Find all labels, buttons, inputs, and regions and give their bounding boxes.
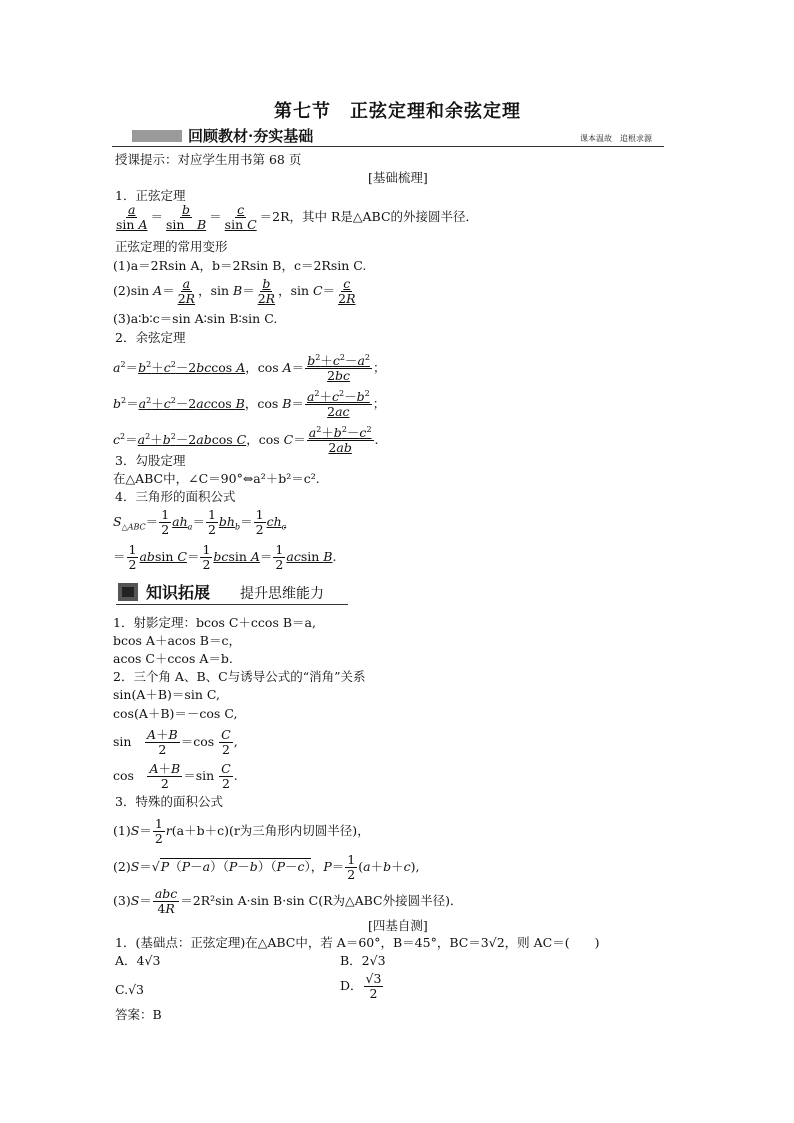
extension-title: 知识拓展 xyxy=(146,583,211,602)
special-area-1: (1)S＝ $\frac{1}{2}$ r(a＋b＋c)(r为三角形内切圆半径)， xyxy=(113,816,370,846)
basics-heading-2: 2．余弦定理 xyxy=(115,330,186,345)
option-d: D． $\frac{√3}{2}$ xyxy=(340,971,382,1001)
angle-relation-3: sin $\frac{A+B}{2}$ ＝cos $\frac{C}{2}$ , xyxy=(113,727,238,757)
extension-rule xyxy=(116,604,348,605)
special-area-1-tail: (a＋b＋c)(r为三角形内切圆半径)， xyxy=(171,823,370,838)
common-variants-heading: 正弦定理的常用变形 xyxy=(115,239,228,254)
angle-relation-4: cos $\frac{A+B}{2}$ ＝sin $\frac{C}{2}$ . xyxy=(113,761,238,791)
question-1: 1．(基础点：正弦定理)在△ABC中，若 A＝60°，B＝45°，BC＝3√2，则 AC＝( ) xyxy=(115,935,600,950)
area-formula-1: $S_{\triangle ABC}=$ $\frac{1}{2}$ $ah_a=$ $\frac{1}{2}$ $bh_b=$ $\frac{1}{2}$ $ch_c$ xyxy=(113,507,287,537)
option-d-label: D． xyxy=(340,978,363,993)
basics-heading-3: 3．勾股定理 xyxy=(115,453,186,468)
answer: 答案：B xyxy=(115,1007,162,1022)
variant-1: (1)a＝2Rsin A，b＝2Rsin B，c＝2Rsin C. xyxy=(113,258,367,273)
basics-label: [基础梳理] xyxy=(368,170,428,185)
special-area-heading: 3．特殊的面积公式 xyxy=(115,794,223,809)
angle-relation-heading: 2．三个角 A、B、C与诱导公式的“消角”关系 xyxy=(113,669,366,684)
pythagoras: 在△ABC中，∠C＝90°⇔a²＋b²＝c². xyxy=(113,471,320,486)
projection-3: acos C＋ccos A＝b. xyxy=(113,651,233,666)
basics-heading-4: 4．三角形的面积公式 xyxy=(115,489,236,504)
basics-heading-1: 1．正弦定理 xyxy=(115,188,186,203)
area-formula-2: ＝ $\frac{1}{2}$ absin C＝ $\frac{1}{2}$ bcsin A＝ $\frac{1}{2}$ acsin B. xyxy=(113,542,337,572)
selftest-label: [四基自测] xyxy=(368,918,428,933)
option-c: C.√3 xyxy=(115,982,145,997)
option-b: B．2√3 xyxy=(340,953,386,968)
special-area-3-tail: ＝2R²sin A·sin B·sin C(R为△ABC外接圆半径)． xyxy=(180,893,463,908)
page-title: 第七节 正弦定理和余弦定理 xyxy=(274,101,521,122)
section-marker-inner-icon xyxy=(122,587,134,597)
section-header-rule xyxy=(112,146,664,147)
section-header-bar xyxy=(132,130,182,142)
extension-subtitle: 提升思维能力 xyxy=(240,586,324,602)
section-header-note: 课本温故 追根求源 xyxy=(580,134,652,143)
section-header-title: 回顾教材·夯实基础 xyxy=(188,127,314,145)
projection-2: bcos A＋acos B＝c， xyxy=(113,633,241,648)
sine-law-tail: ＝2R，其中 R是△ABC的外接圆半径． xyxy=(259,209,479,224)
projection-1: 1．射影定理：bcos C＋ccos B＝a, xyxy=(113,615,316,630)
special-area-2: (2)S＝√P（P－a）（P－b）（P－c），P＝ $\frac{1}{2}$ (a＋b＋c), xyxy=(113,852,420,882)
cosine-law-b: $b^2=a^2+c^2-2accos$ B，cos B＝ $\frac{a^2+c^2-b^2}{2ac}$ ； xyxy=(113,388,386,419)
special-area-3: (3)S＝ $\frac{\text{abc}}{4R}$ ＝2R²sin A·sin B·sin C(R为△ABC外接圆半径)． xyxy=(113,886,463,916)
option-a: A．4√3 xyxy=(115,953,161,968)
cosine-law-a: $a^2=b^2+c^2-2bccos$ A，cos A＝ $\frac{b^2+c^2-a^2}{2bc}$ ； xyxy=(113,352,386,383)
variant-3: (3)a∶b∶c＝sin A∶sin B∶sin C. xyxy=(113,311,278,326)
angle-relation-2: cos(A＋B)＝－cos C, xyxy=(113,706,238,721)
sine-law-formula: $\frac{a}{\text{sin A}}$ ＝ $\frac{b}{\text{sin B}}$ ＝ $\frac{c}{\text{sin C}}$ ＝2R，其中 R是△ABC的外接圆半径． xyxy=(116,202,479,232)
teaching-prompt: 授课提示：对应学生用书第 68 页 xyxy=(115,152,302,167)
angle-relation-1: sin(A＋B)＝sin C, xyxy=(113,687,220,702)
cosine-law-c: $c^2=a^2+b^2-2abcos$ C，cos C＝ $\frac{a^2+b^2-c^2}{2ab}$ . xyxy=(113,424,379,455)
variant-2: (2)sin A＝ $\frac{a}{2R}$ ，sin B＝ $\frac{b}{2R}$ ，sin C＝ $\frac{c}{2R}$ xyxy=(113,276,356,306)
